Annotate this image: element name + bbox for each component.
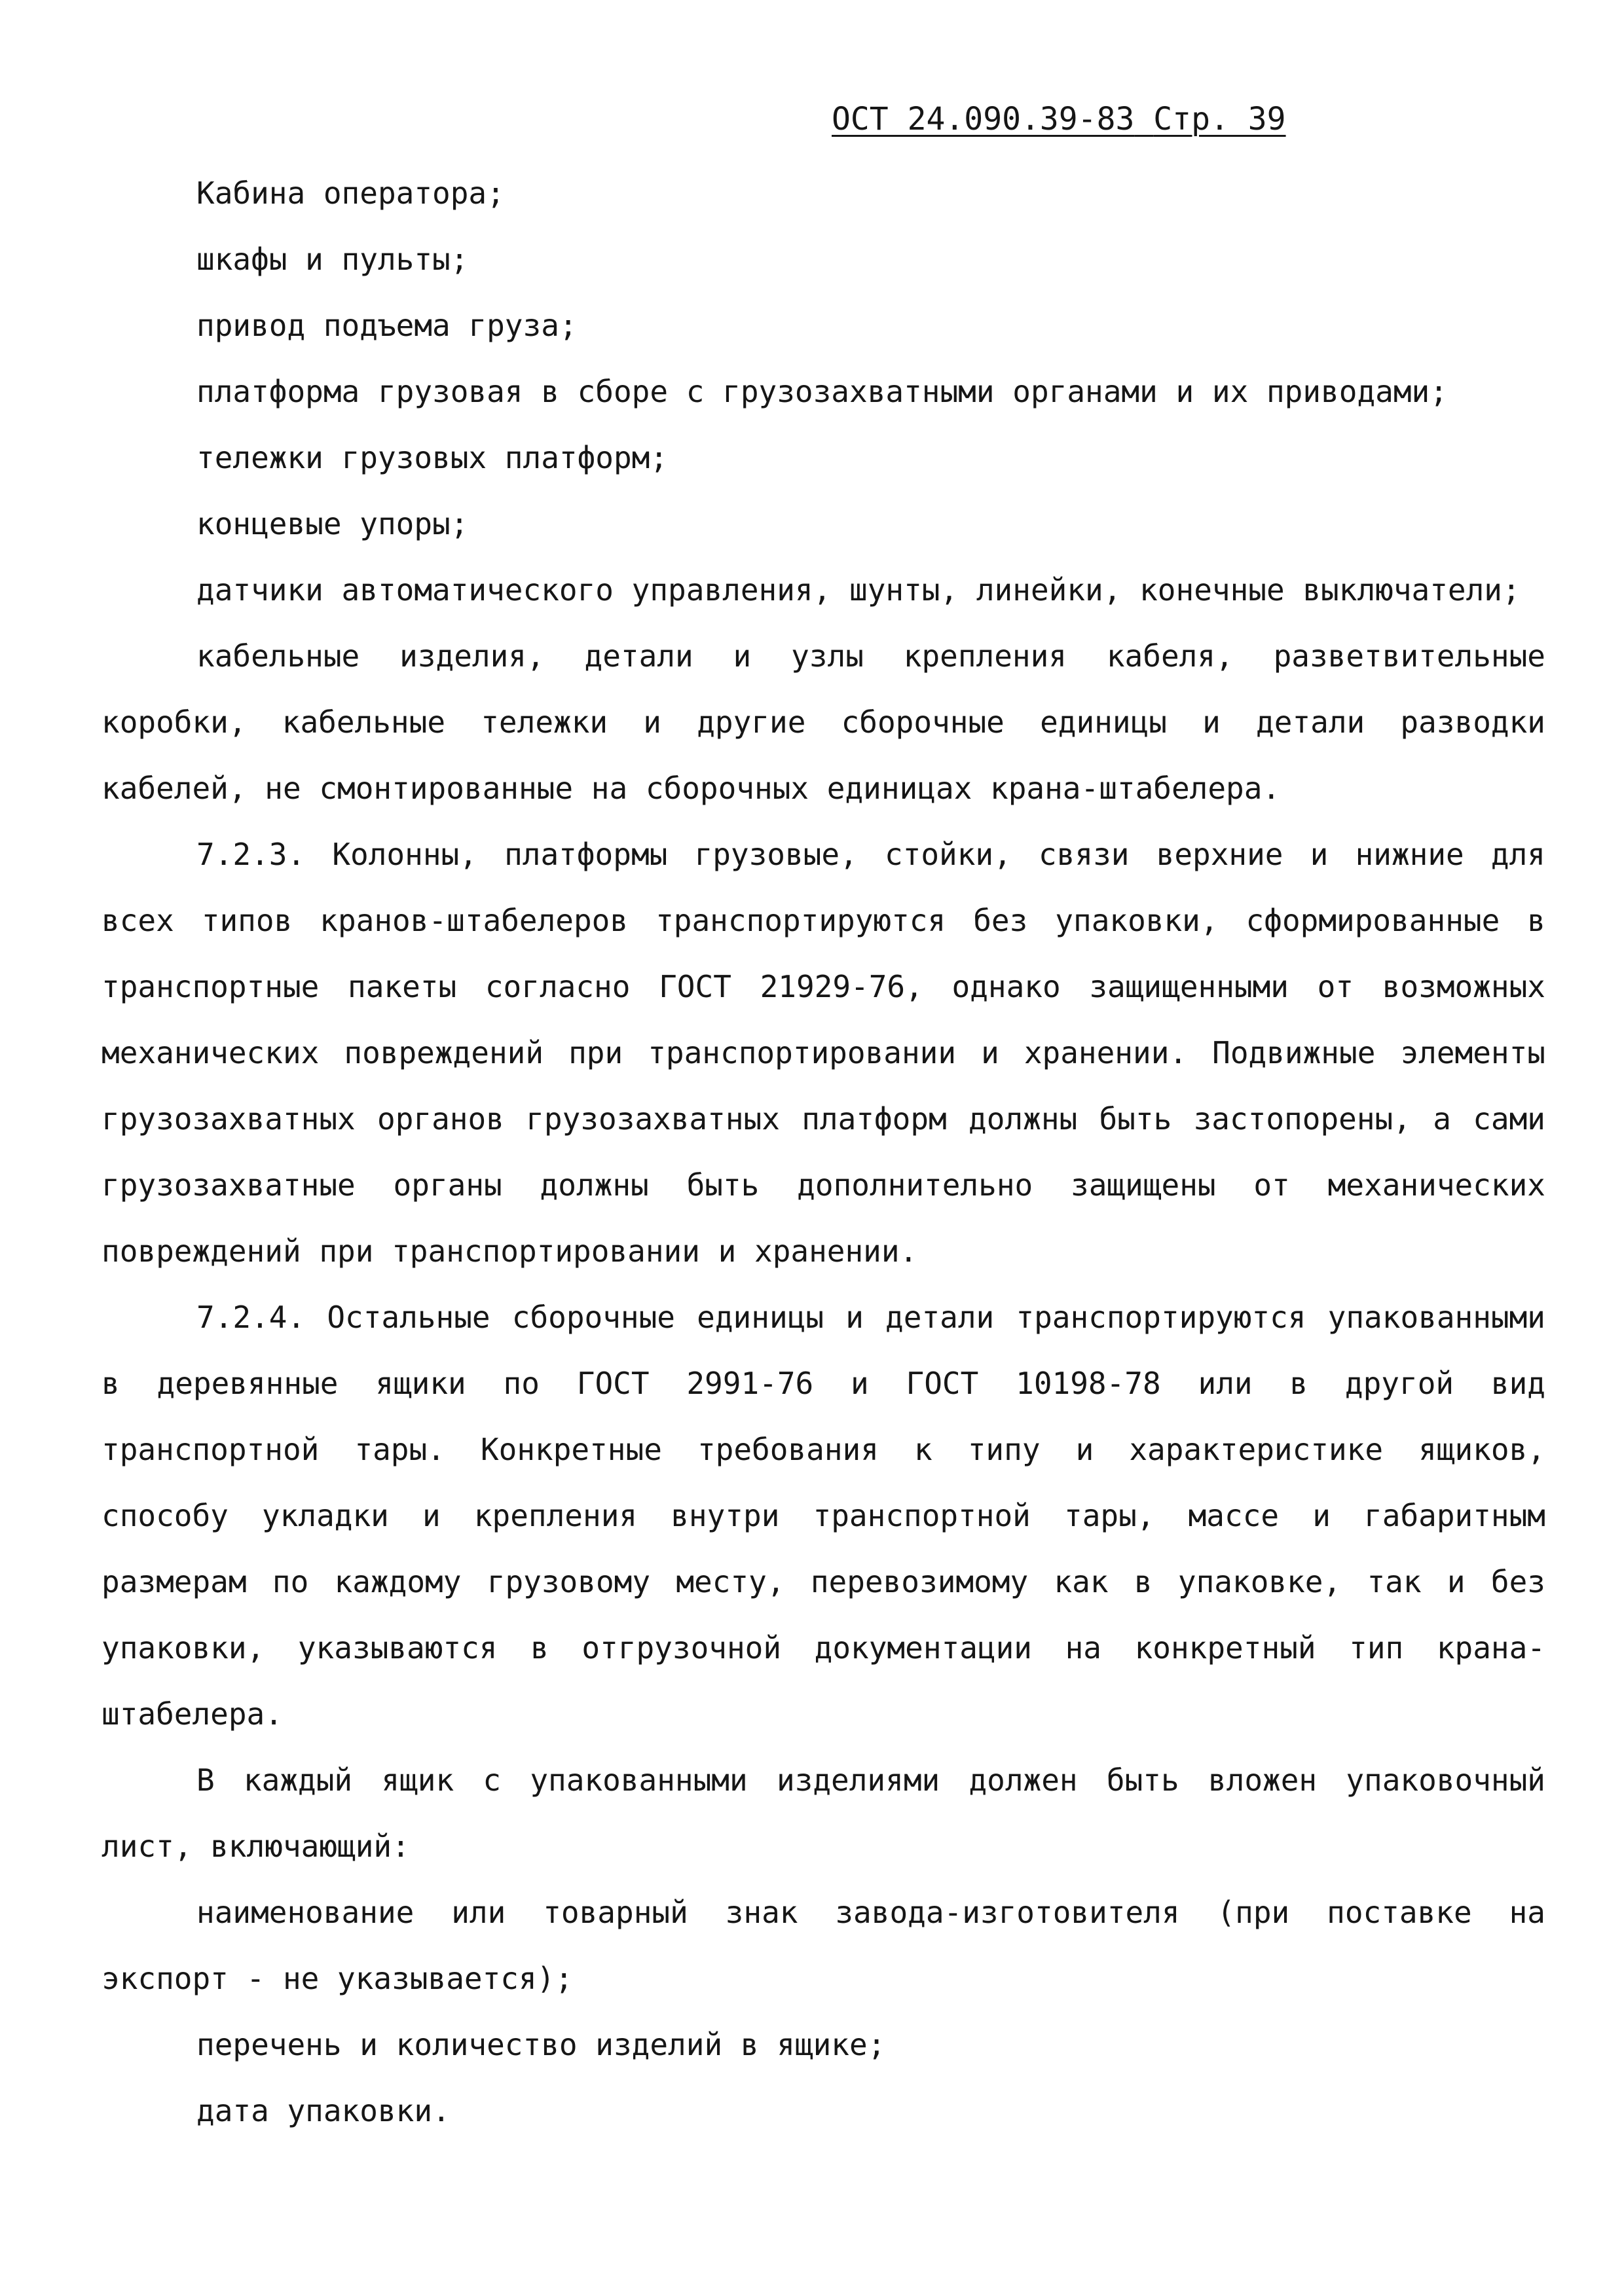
clause-7-2-4: 7.2.4. Остальные сборочные единицы и детали транспортируются упакованными в деревянные ящики по ГОСТ 2991-76 и ГОСТ 10198-78 или в другой вид транспортной тары. Конкретные требования к типу и характеристике ящиков, способу укладки и крепления внутри транспортной тары, массе и габаритным размерам по каждому грузовому месту, перевозимому как в упаковке, так и без упаковки, указываются в отгрузочной документации на конкретный тип крана-штабелера.: [101, 1300, 1545, 1732]
packing-list-item-manufacturer: наименование или товарный знак завода-изготовителя (при поставке на экспорт - не указывается);: [101, 1895, 1545, 1996]
document-code: ОСТ 24.090.39-83: [832, 101, 1135, 137]
list-item-cabinets: шкафы и пульты;: [196, 242, 469, 277]
list-item-end-stops: концевые упоры;: [196, 506, 469, 541]
list-item-cable-products: кабельные изделия, детали и узлы крепления кабеля, разветвительные коробки, кабельные тележки и другие сборочные единицы и детали разводки кабелей, не смонтированные на сборочных единицах крана-штабелера.: [101, 638, 1545, 806]
list-item-operator-cabin: Кабина оператора;: [196, 175, 505, 211]
clause-7-2-3: 7.2.3. Колонны, платформы грузовые, стойки, связи верхние и нижние для всех типов кранов-штабелеров транспортируются без упаковки, сформированные в транспортные пакеты согласно ГОСТ 21929-76, однако защищенными от возможных механических повреждений при транспортировании и хранении. Подвижные элементы грузозахватных органов грузозахватных платформ должны быть застопорены, а сами грузозахватные органы должны быть дополнительно защищены от механических повреждений при транспортировании и хранении.: [101, 837, 1545, 1269]
page-header: [832, 100, 1286, 139]
list-item-sensors: датчики автоматического управления, шунты, линейки, конечные выключатели;: [196, 572, 1521, 608]
page-number: Стр. 39: [1153, 101, 1286, 137]
packing-list-item-contents: перечень и количество изделий в ящике;: [196, 2027, 886, 2062]
list-item-platform-carts: тележки грузовых платформ;: [196, 440, 669, 475]
packing-list-item-date: дата упаковки.: [196, 2093, 451, 2128]
list-item-cargo-platform: платформа грузовая в сборе с грузозахватными органами и их приводами;: [196, 374, 1448, 409]
list-item-lift-drive: привод подъема груза;: [196, 308, 578, 343]
packing-list-intro: В каждый ящик с упакованными изделиями должен быть вложен упаковочный лист, включающий:: [101, 1762, 1545, 1864]
document-body: [101, 160, 1545, 2144]
